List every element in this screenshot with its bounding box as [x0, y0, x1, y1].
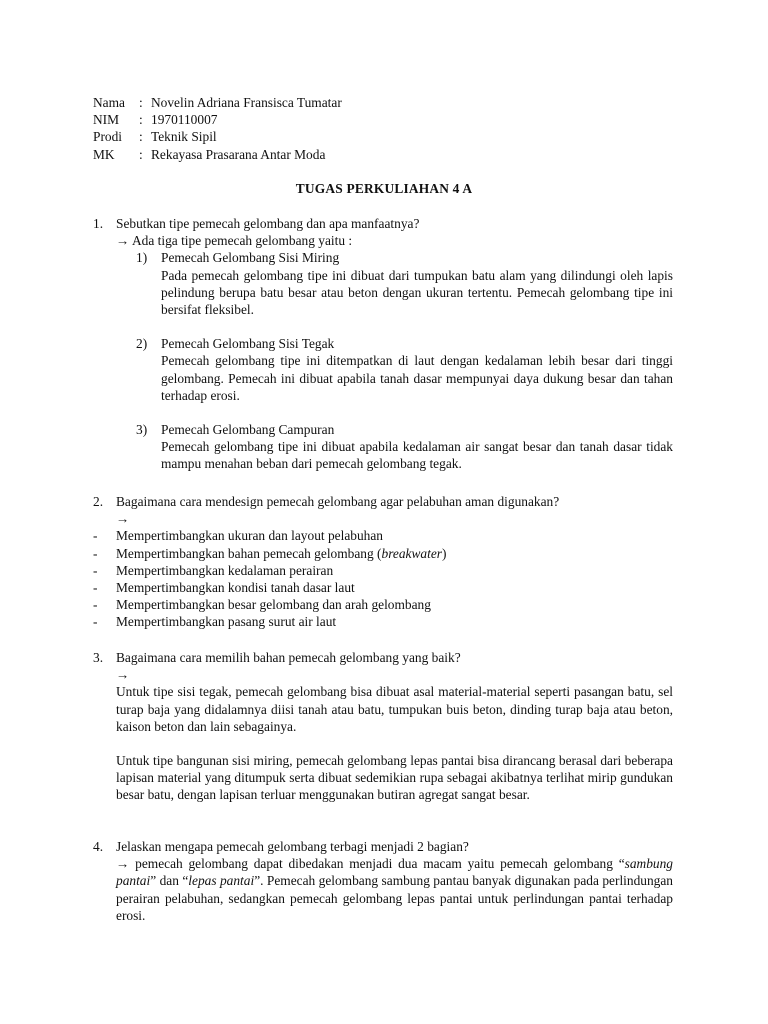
bullet-text-close: ) [442, 545, 447, 561]
question-4 [93, 838, 673, 924]
info-value: Rekayasa Prasarana Antar Moda [151, 146, 326, 162]
bullet-text: Mempertimbangkan ukuran dan layout pelabuhan [116, 528, 383, 544]
answer-intro: → Ada tiga tipe pemecah gelombang yaitu : [116, 233, 353, 249]
item-number: 3) [136, 422, 148, 438]
info-separator: : [139, 95, 143, 110]
info-key: Nama [93, 95, 125, 110]
bullet-dash: - [93, 562, 98, 578]
answer-text: → pemecah gelombang dapat dibedakan menjadi dua macam yaitu pemecah gelombang “ [116, 856, 625, 872]
info-row-prodi [93, 128, 342, 145]
answer-paragraph: Untuk tipe bangunan sisi miring, pemecah gelombang lepas pantai bisa dirancang berasal dari beberapa lapisan material yang ditumpuk serta dibuat sedemikian rupa sebagai akibatnya terlihat mirip gundukan besar batu, dengan lapisan terluar menggunakan butiran agregat sangat besar. [116, 753, 673, 803]
question-number: 1. [93, 216, 104, 231]
item-body: Pemecah gelombang tipe ini dibuat apabila kedalaman air sangat besar dan tanah dasar tidak mampu menahan beban dari pemecah gelombang tegak. [161, 439, 673, 472]
bullet-text: Mempertimbangkan pasang surut air laut [116, 614, 337, 630]
bullet-text: Mempertimbangkan besar gelombang dan arah gelombang [116, 597, 431, 613]
answer-item [136, 421, 673, 473]
item-number: 1) [136, 250, 148, 266]
bullet-dash: - [93, 580, 98, 596]
item-body: Pada pemecah gelombang tipe ini dibuat dari tumpukan batu alam yang dilindungi oleh lapis pelindung berupa batu besar atau beton dengan ukuran tertentu. Pemecah gelombang tipe ini bersifat fleksibel. [161, 267, 673, 318]
info-key: MK [93, 146, 115, 162]
item-title: Pemecah Gelombang Sisi Miring [161, 250, 340, 266]
question-1 [93, 215, 673, 473]
question-text: Jelaskan mengapa pemecah gelombang terbagi menjadi 2 bagian? [116, 839, 469, 854]
answer-text: ”. Pemecah gelombang sambung pantau banyak digunakan pada perlindungan perairan pelabuhan, sedangkan pemecah gelombang lepas pantai untuk perlindungan pantai terhadap erosi. [116, 873, 674, 923]
item-title: Pemecah Gelombang Campuran [161, 422, 335, 438]
info-value: Teknik Sipil [151, 129, 217, 145]
info-value: Novelin Adriana Fransisca Tumatar [151, 95, 342, 110]
info-row-nim [93, 111, 342, 128]
item-body: Pemecah gelombang tipe ini ditempatkan di laut dengan kedalaman lebih besar dari tinggi gelombang. Pemecah ini dibuat apabila tanah dasar mempunyai daya dukung besar dan tahan terhadap erosi. [161, 353, 673, 403]
bullet-dash: - [93, 597, 98, 613]
item-number: 2) [136, 336, 148, 352]
question-number: 4. [93, 839, 104, 854]
bullet-dash: - [93, 545, 98, 561]
student-info [93, 94, 342, 163]
bullet-text: Mempertimbangkan kondisi tanah dasar laut [116, 580, 355, 596]
info-separator: : [139, 129, 143, 145]
bullet-item [93, 579, 673, 596]
question-2 [93, 493, 673, 631]
answer-paragraph: Untuk tipe sisi tegak, pemecah gelombang bisa dibuat asal material-material seperti pasangan batu, sel turap baja yang didalamnya diisi tanah atau batu, tumpukan buis beton, dinding turap baja atau beton, kaison beton dan lain sebagainya. [116, 684, 673, 734]
bullet-item [93, 545, 673, 562]
bullet-item [93, 596, 673, 613]
info-row-nama [93, 94, 342, 111]
info-value: 1970110007 [151, 112, 218, 128]
bullet-dash: - [93, 614, 98, 630]
bullet-text: Mempertimbangkan bahan pemecah gelombang ( [116, 545, 382, 561]
italic-term-lepas-pantai: lepas pantai [188, 873, 255, 889]
question-number: 3. [93, 650, 104, 665]
info-separator: : [139, 112, 143, 128]
item-title: Pemecah Gelombang Sisi Tegak [161, 336, 335, 352]
answer-arrow: → [116, 511, 130, 527]
answer-arrow: → [116, 667, 130, 683]
answer-item [136, 335, 673, 404]
answer-item [136, 249, 673, 318]
bullet-italic-term: breakwater [381, 545, 442, 561]
question-number: 2. [93, 494, 104, 509]
answer-paragraph [116, 855, 673, 924]
bullet-item [93, 613, 673, 630]
bullet-item [93, 527, 673, 544]
info-separator: : [139, 146, 143, 162]
question-text: Bagaimana cara mendesign pemecah gelombang agar pelabuhan aman digunakan? [116, 494, 560, 509]
bullet-dash: - [93, 528, 98, 544]
page-title: TUGAS PERKULIAHAN 4 A [295, 181, 473, 196]
info-key: Prodi [93, 129, 123, 145]
italic-term-sambung-pantai: sambung pantai [116, 856, 673, 889]
info-key: NIM [93, 112, 120, 128]
question-text: Sebutkan tipe pemecah gelombang dan apa manfaatnya? [116, 216, 420, 231]
question-text: Bagaimana cara memilih bahan pemecah gelombang yang baik? [116, 650, 461, 665]
info-row-mk [93, 146, 342, 163]
bullet-text: Mempertimbangkan kedalaman perairan [116, 562, 334, 578]
answer-text: ” dan “ [150, 873, 189, 889]
bullet-item [93, 562, 673, 579]
question-3 [93, 649, 673, 804]
